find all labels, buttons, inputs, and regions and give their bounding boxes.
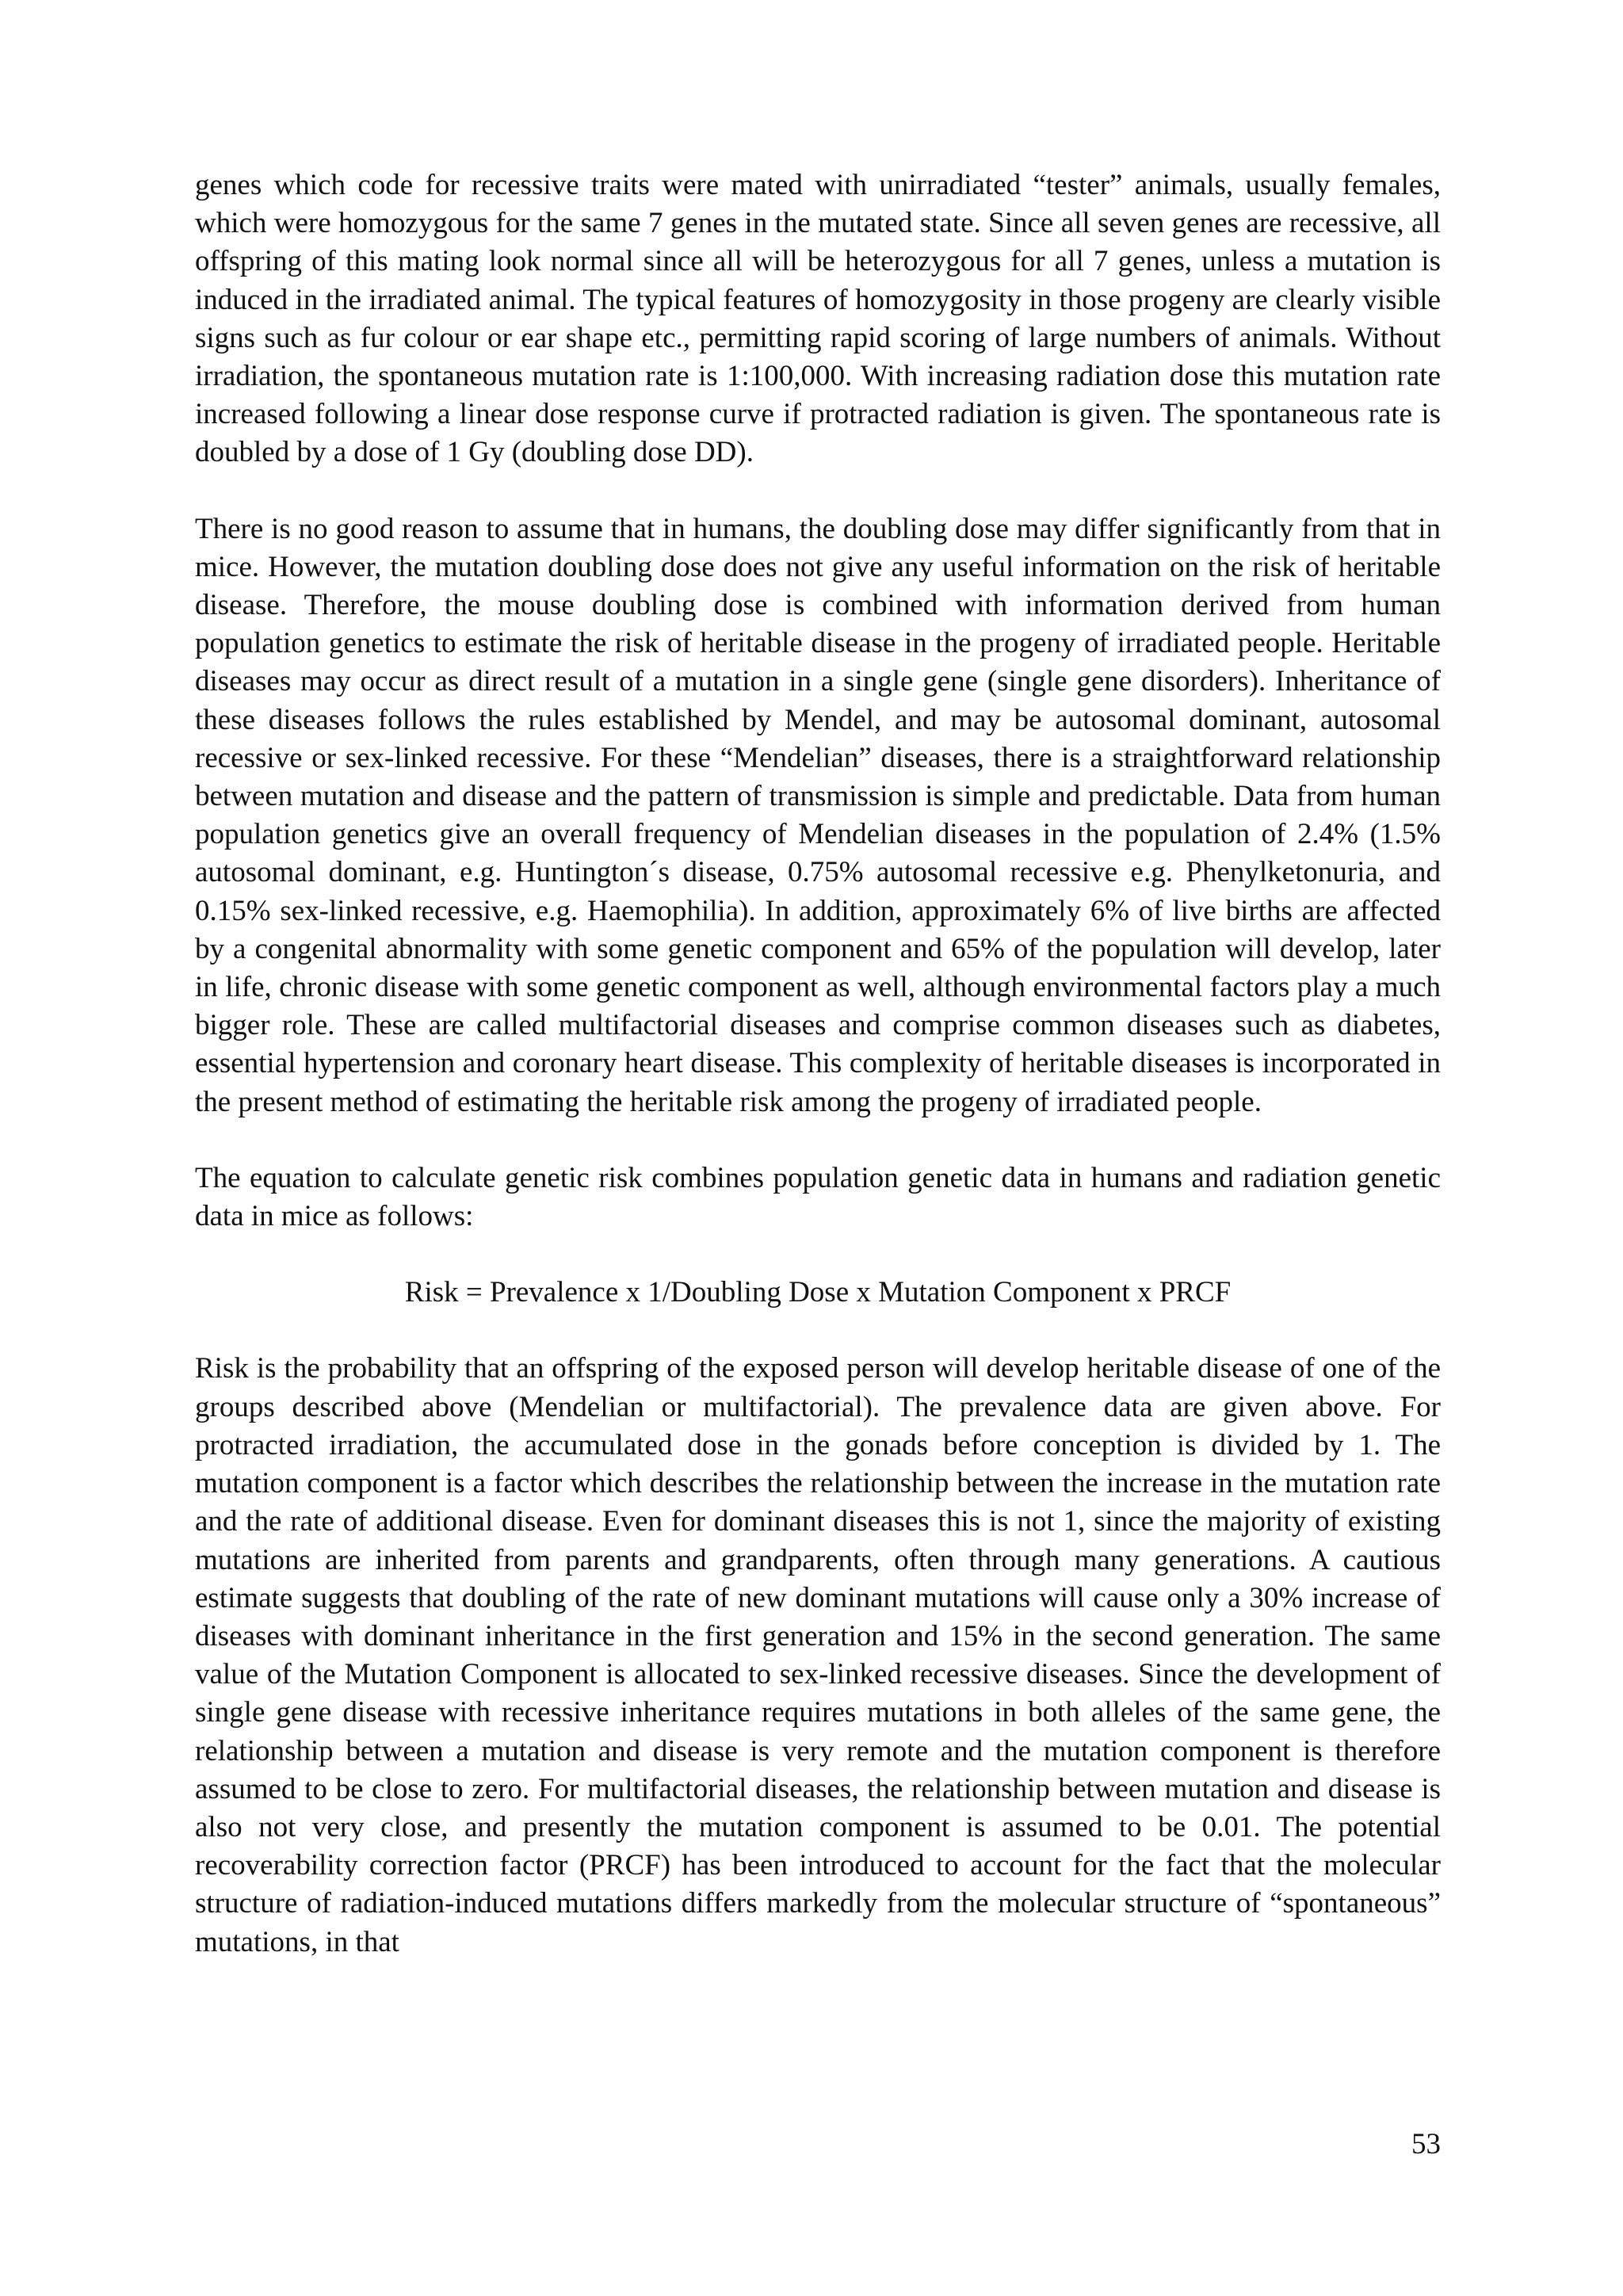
paragraph-human-doubling-dose: There is no good reason to assume that in humans, the doubling dose may differ significantly from that in mice. However, the mutation doubling dose does not give any useful information on the risk of heritable disease. Therefore, the mouse doubling dose is combined with information derived from human population genetics to estimate the risk of heritable disease in the progeny of irradiated people. Heritable diseases may occur as direct result of a mutation in a single gene (single gene disorders). Inheritance of these diseases follows the rules established by Mendel, and may be autosomal dominant, autosomal recessive or sex-linked recessive. For these “Mendelian” diseases, there is a straightforward relationship between mutation and disease and the pattern of transmission is simple and predictable. Data from human population genetics give an overall frequency of Mendelian diseases in the population of 2.4% (1.5% autosomal dominant, e.g. Huntington´s disease, 0.75% autosomal recessive e.g. Phenylketonuria, and 0.15% sex-linked recessive, e.g. Haemophilia). In addition, approximately 6% of live births are affected by a congenital abnormality with some genetic component and 65% of the population will develop, later in life, chronic disease with some genetic component as well, although environmental factors play a much bigger role. These are called multifactorial diseases and comprise common diseases such as diabetes, essential hypertension and coronary heart disease. This complexity of heritable diseases is incorporated in the present method of estimating the heritable risk among the progeny of irradiated people. [195,512,1441,1118]
paragraph-equation-intro: The equation to calculate genetic risk combines population genetic data in humans and radiation genetic data in mice as follows: [195,1161,1441,1233]
paragraph-mouse-experiment: genes which code for recessive traits were mated with unirradiated “tester” animals, usually females, which were homozygous for the same 7 genes in the mutated state. Since all seven genes are recessive, all offspring of this mating look normal since all will be heterozygous for all 7 genes, unless a mutation is induced in the irradiated animal. The typical features of homozygosity in those progeny are clearly visible signs such as fur colour or ear shape etc., permitting rapid scoring of large numbers of animals. Without irradiation, the spontaneous mutation rate is 1:100,000. With increasing radiation dose this mutation rate increased following a linear dose response curve if protracted radiation is given. The spontaneous rate is doubled by a dose of 1 Gy (doubling dose DD). [195,169,1441,469]
page-body [195,166,1441,2000]
page-number: 53 [1411,2128,1441,2160]
paragraph-risk-definition: Risk is the probability that an offspring of the exposed person will develop heritable disease of one of the groups described above (Mendelian or multifactorial). The prevalence data are given above. For protracted irradiation, the accumulated dose in the gonads before conception is divided by 1. The mutation component is a factor which describes the relationship between the increase in the mutation rate and the rate of additional disease. Even for dominant diseases this is not 1, since the majority of existing mutations are inherited from parents and grandparents, often through many generations. A cautious estimate suggests that doubling of the rate of new dominant mutations will cause only a 30% increase of diseases with dominant inheritance in the first generation and 15% in the second generation. The same value of the Mutation Component is allocated to sex-linked recessive diseases. Since the development of single gene disease with recessive inheritance requires mutations in both alleles of the same gene, the relationship between a mutation and disease is very remote and the mutation component is therefore assumed to be close to zero. For multifactorial diseases, the relationship between mutation and disease is also not very close, and presently the mutation component is assumed to be 0.01. The potential recoverability correction factor (PRCF) has been introduced to account for the fact that the molecular structure of radiation-induced mutations differs markedly from the molecular structure of “spontaneous” mutations, in that [195,1352,1441,1958]
risk-equation: Risk = Prevalence x 1/Doubling Dose x Mutation Component x PRCF [404,1276,1232,1309]
